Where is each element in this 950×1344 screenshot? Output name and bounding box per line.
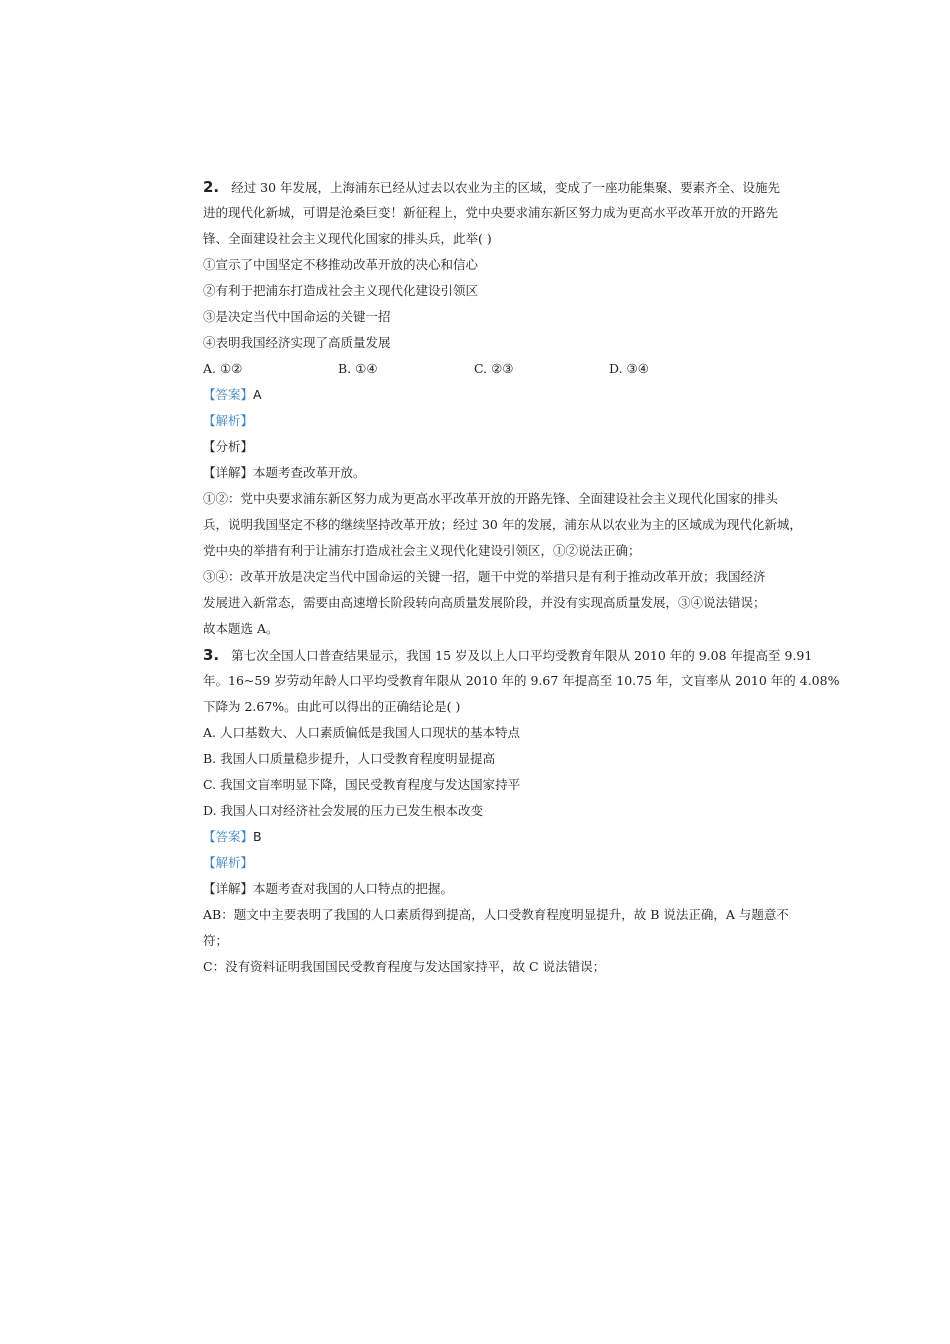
q3-option-c: C. 我国文盲率明显下降，国民受教育程度与发达国家持平 — [203, 777, 521, 792]
q3-stem-line-3: 下降为 2.67%。由此可以得出的正确结论是( ) — [203, 699, 461, 714]
q2-detail-line-6: 故本题选 A。 — [203, 621, 279, 636]
q2-detail-intro: 【详解】本题考查改革开放。 — [203, 465, 366, 480]
q3-option-d: D. 我国人口对经济社会发展的压力已发生根本改变 — [203, 803, 484, 818]
q2-detail-line-4: ③④：改革开放是决定当代中国命运的关键一招，题干中党的举措只是有利于推动改革开放；我国经济 — [203, 569, 766, 584]
q3-option-a: A. 人口基数大、人口素质偏低是我国人口现状的基本特点 — [203, 725, 520, 740]
q2-answer: 【答案】A — [203, 387, 262, 402]
q3-detail-line-3: C：没有资料证明我国国民受教育程度与发达国家持平，故 C 说法错误； — [203, 959, 606, 974]
q2-detail-line-2: 兵，说明我国坚定不移的继续坚持改革开放；经过 30 年的发展，浦东从以农业为主的区域成为现代化新城， — [203, 517, 802, 532]
q3-detail-line-2: 符； — [203, 933, 229, 948]
q3-stem-line-1: 3. 第七次全国人口普查结果显示，我国 15 岁及以上人口平均受教育年限从 2010 年的 9.08 年提高至 9.91 — [203, 646, 813, 664]
q3-detail-line-1: AB：题文中主要表明了我国的人口素质得到提高，人口受教育程度明显提升，故 B 说法正确，A 与题意不 — [203, 907, 789, 922]
q2-option-c: C. ②③ — [474, 361, 514, 376]
q2-stem-line-1: 2. 经过 30 年发展，上海浦东已经从过去以农业为主的区域，变成了一座功能集聚、要素齐全、设施先 — [203, 178, 780, 196]
q2-detail-line-5: 发展进入新常态，需要由高速增长阶段转向高质量发展阶段，并没有实现高质量发展，③④说法错误； — [203, 595, 766, 610]
q2-item-3: ③是决定当代中国命运的关键一招 — [203, 309, 391, 324]
q2-stem-line-2: 进的现代化新城，可谓是沧桑巨变！新征程上，党中央要求浦东新区努力成为更高水平改革开放的开路先 — [203, 205, 779, 220]
q3-answer: 【答案】B — [203, 829, 262, 844]
q2-detail-line-1: ①②：党中央要求浦东新区努力成为更高水平改革开放的开路先锋、全面建设社会主义现代化国家的排头 — [203, 491, 779, 506]
q2-detail-line-3: 党中央的举措有利于让浦东打造成社会主义现代化建设引领区，①②说法正确； — [203, 543, 641, 558]
q2-number: 2. — [203, 178, 220, 196]
q3-number: 3. — [203, 646, 220, 664]
q3-option-b: B. 我国人口质量稳步提升，人口受教育程度明显提高 — [203, 751, 496, 766]
q2-option-a: A. ①② — [203, 361, 243, 376]
q2-option-d: D. ③④ — [609, 361, 649, 376]
q2-item-4: ④表明我国经济实现了高质量发展 — [203, 335, 391, 350]
q2-option-b: B. ①④ — [338, 361, 378, 376]
q3-stem-line-2: 年。16~59 岁劳动年龄人口平均受教育年限从 2010 年的 9.67 年提高至 10.75 年，文盲率从 2010 年的 4.08% — [203, 673, 840, 688]
q3-detail-intro: 【详解】本题考查对我国的人口特点的把握。 — [203, 881, 454, 896]
q2-fenxi-tag: 【分析】 — [203, 439, 254, 454]
q2-options — [203, 361, 763, 377]
q2-stem-line-3: 锋、全面建设社会主义现代化国家的排头兵，此举( ) — [203, 231, 492, 246]
q3-jiexi-tag: 【解析】 — [203, 855, 254, 870]
q2-jiexi-tag: 【解析】 — [203, 413, 254, 428]
q2-item-2: ②有利于把浦东打造成社会主义现代化建设引领区 — [203, 283, 479, 298]
q2-item-1: ①宣示了中国坚定不移推动改革开放的决心和信心 — [203, 257, 479, 272]
